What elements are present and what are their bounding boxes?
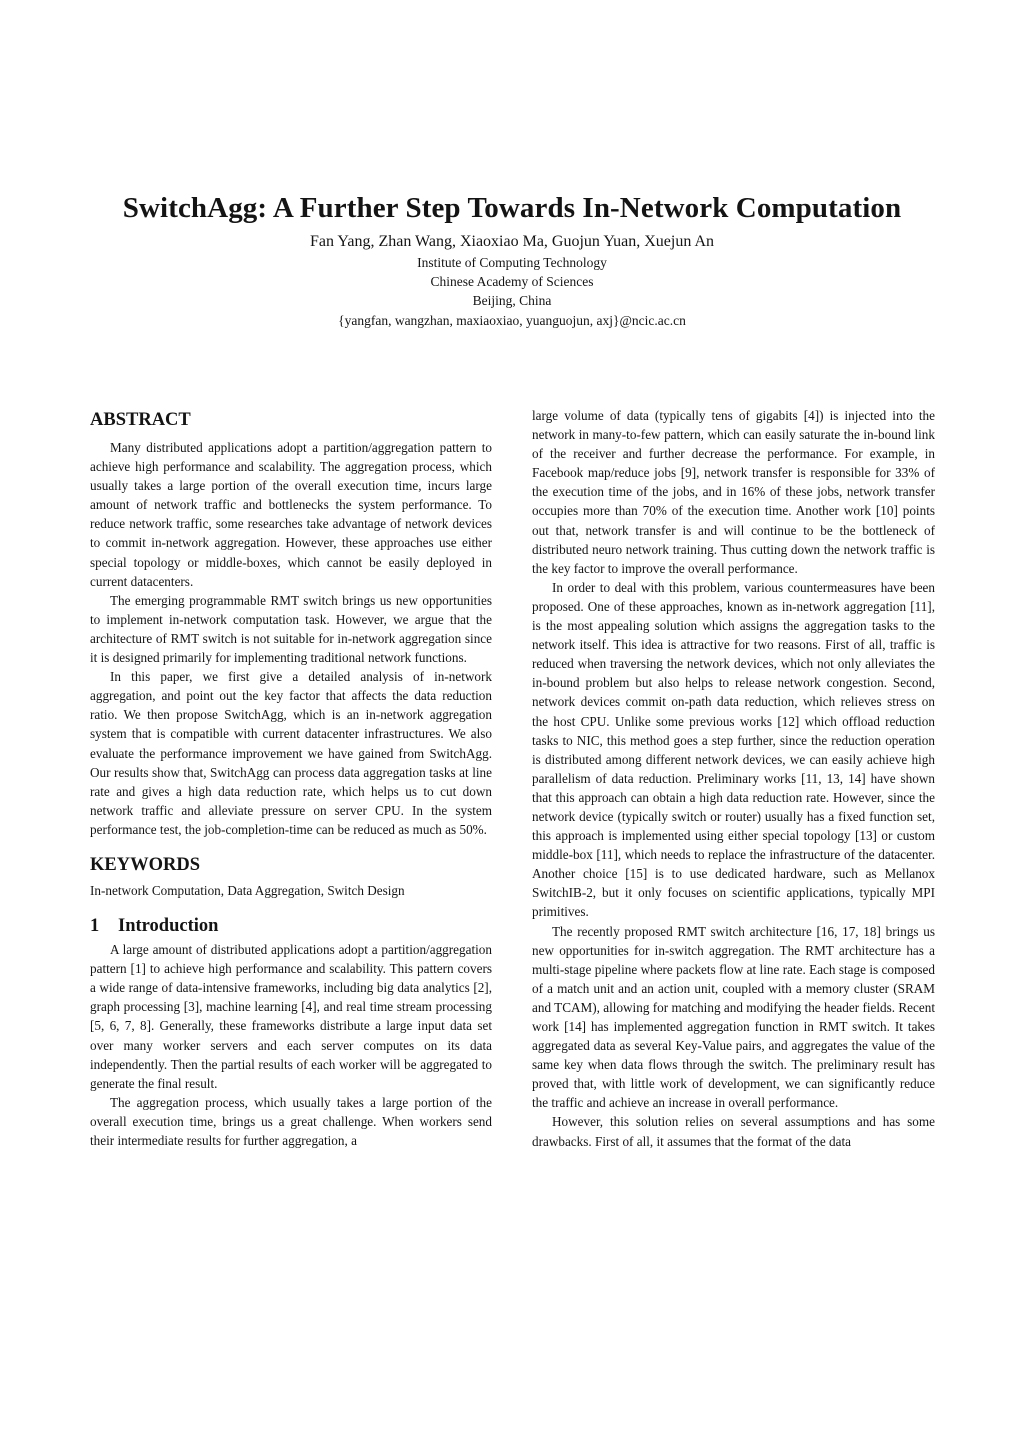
paper-title: SwitchAgg: A Further Step Towards In-Network Computation: [122, 192, 902, 224]
intro-paragraph: The aggregation process, which usually takes a large portion of the overall execution time, brings us a great challenge. When workers send their intermediate results for further aggregation, a: [90, 1094, 492, 1148]
intro-paragraph: However, this solution relies on several assumptions and has some drawbacks. First of all, it assumes that the format of the data: [532, 1114, 935, 1149]
left-column: [90, 408, 492, 1150]
abstract-paragraph: Many distributed applications adopt a partition/aggregation pattern to achieve high performance and scalability. The aggregation process, which usually takes a large portion of the overall execution time, incurs large amount of network traffic and bottlenecks the system performance. To reduce network traffic, some researches take advantage of network devices to commit in-network aggregation. However, these approaches use either special topology or middle-boxes, which cannot be easily deployed in current datacenters.: [90, 440, 492, 589]
author-list: Fan Yang, Zhan Wang, Xiaoxiao Ma, Guojun Yuan, Xuejun An: [309, 233, 714, 250]
right-column: [532, 406, 935, 1151]
intro-paragraph: The recently proposed RMT switch architecture [16, 17, 18] brings us new opportunities for in-switch aggregation. The RMT architecture has a multi-stage pipeline where packets flow at line rate. Each stage is composed of a match unit and an action unit, coupled with a memory cluster (SRAM and TCAM), allowing for matching and modifying the header fields. Recent work [14] has implemented aggregation function in RMT switch. It takes aggregated data as several Key-Value pairs, and aggregates the value of the same key when data flows through the switch. The preliminary result has proved that, with little work of development, we can significantly reduce the traffic and achieve an increase in overall performance.: [532, 923, 935, 1111]
affiliation-location: Beijing, China: [472, 293, 552, 308]
section-title: Introduction: [118, 916, 219, 937]
affiliation-institute: Institute of Computing Technology: [417, 255, 607, 270]
introduction-heading: [90, 914, 492, 938]
intro-continuation: large volume of data (typically tens of gigabits [4]) is injected into the network in many-to-few pattern, which can easily saturate the in-bound link of the receiver and further decrease the performance. For example, in Facebook map/reduce jobs [9], network transfer is responsible for 33% of the execution time of the jobs, and in 16% of these jobs, network transfer occupies more than 70% of the execution time. Another work [10] points out that, network transfer is and will continue to be the bottleneck of distributed neuro network training. Thus cutting down the network traffic is the key factor to improve the overall performance.: [532, 408, 935, 576]
intro-paragraph: A large amount of distributed applications adopt a partition/aggregation pattern [1] to achieve high performance and scalability. This pattern covers a wide range of data-intensive frameworks, including big data analytics [2], graph processing [3], machine learning [4], and real time stream processing [5, 6, 7, 8]. Generally, these frameworks distribute a large input data set over many worker servers and each server computes on its data independently. Then the partial results of each worker will be aggregated to generate the final result.: [90, 942, 492, 1091]
affiliation-academy: Chinese Academy of Sciences: [430, 274, 594, 289]
keywords-text: In-network Computation, Data Aggregation, Switch Design: [90, 882, 405, 898]
section-number: 1: [90, 916, 100, 937]
abstract-heading: ABSTRACT: [90, 410, 191, 430]
abstract-paragraph: In this paper, we first give a detailed analysis of in-network aggregation, and point out the key factor that affects the data reduction ratio. We then propose SwitchAgg, which is an in-network aggregation system that is compatible with current datacenter infrastructures. We also evaluate the performance improvement we have gained from SwitchAgg. Our results show that, SwitchAgg can process data aggregation tasks at line rate and gives a high data reduction rate, which helps us to cut down network traffic and alleviate pressure on server CPU. In the system performance test, the job-completion-time can be reduced as much as 50%.: [90, 669, 492, 837]
abstract-paragraph: The emerging programmable RMT switch brings us new opportunities to implement in-network computation task. However, we argue that the architecture of RMT switch is not suitable for in-network aggregation since it is designed primarily for implementing traditional network functions.: [90, 592, 492, 666]
intro-paragraph: In order to deal with this problem, various countermeasures have been proposed. One of these approaches, known as in-network aggregation [11], is the most appealing solution which assigns the aggregation tasks to the network itself. This idea is attractive for two reasons. First of all, traffic is reduced when traversing the network devices, which not only alleviates the in-bound problem but also helps to release network congestion. Second, network devices commit on-path data reduction, which relieves stress on the host CPU. Unlike some previous works [12] which offload reduction tasks to NIC, this method goes a step further, since the reduction operation is distributed among different network devices, we can easily achieve high parallelism of data reduction. Preliminary works [11, 13, 14] have shown that this approach can obtain a high data reduction rate. However, since the network device (typically switch or router) usually has a fixed function set, this approach is implemented using either special topology [13] or custom middle-box [11], which needs to replace the infrastructure of the datacenter. Another choice [15] is to use dedicated hardware, such as Mellanox SwitchIB-2, but it only focuses on scientific applications, typically MPI primitives.: [532, 579, 935, 920]
affiliation-emails: {yangfan, wangzhan, maxiaoxiao, yuanguojun, axj}@ncic.ac.cn: [338, 313, 686, 328]
keywords-heading: KEYWORDS: [90, 854, 200, 875]
